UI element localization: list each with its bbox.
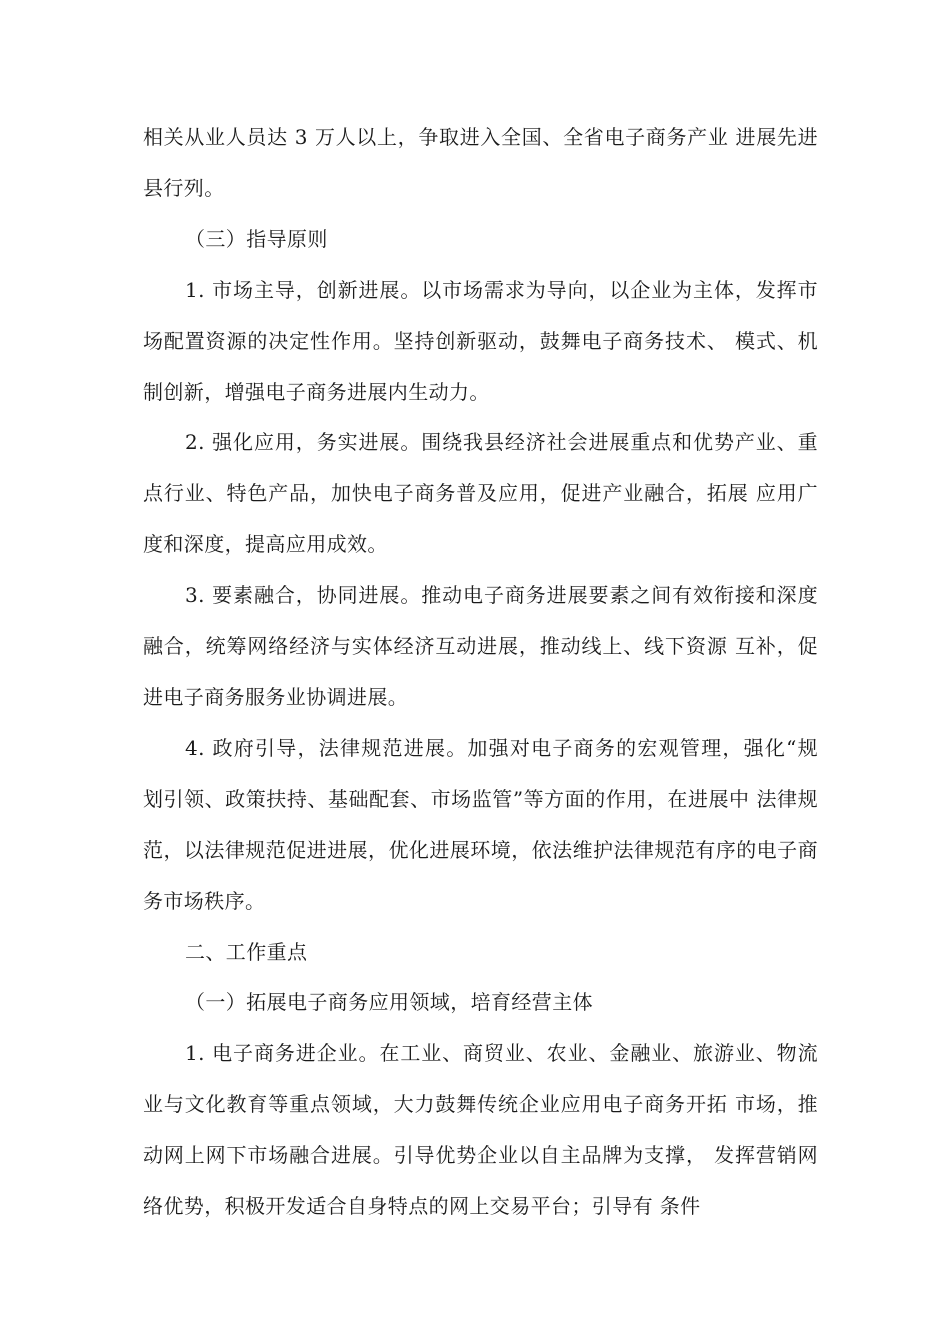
section-subheading-expand-ecommerce: （一）拓展电子商务应用领域，培育经营主体 <box>185 990 593 1015</box>
section-heading-work-focus: 二、工作重点 <box>185 939 308 964</box>
paragraph-principle-1: 1. 市场主导，创新进展。以市场需求为导向，以企业为主体，发挥市场配置资源的决定性作用。坚持创新驱动，鼓舞电子商务技术、 模式、机制创新，增强电子商务进展内生动力。 <box>143 277 818 404</box>
paragraph-ecommerce-enterprise: 1. 电子商务进企业。在工业、商贸业、农业、金融业、旅游业、物流业与文化教育等重点领域，大力鼓舞传统企业应用电子商务开拓 市场，推动网上网下市场融合进展。引导优势企业以自主品牌为支撑， 发挥营销网络优势，积极开发适合自身特点的网上交易平台；引导有 条件 <box>143 1041 818 1219</box>
paragraph-principle-4: 4. 政府引导，法律规范进展。加强对电子商务的宏观管理，强化“规 划引领、政策扶持、基础配套、市场监管”等方面的作用，在进展中 法律规范，以法律规范促进进展，优化进展环境，依法维护法律规范有序的电子商 务市场秩序。 <box>143 735 818 913</box>
document-body <box>143 112 818 1232</box>
paragraph-principle-3: 3. 要素融合，协同进展。推动电子商务进展要素之间有效衔接和深度融合，统筹网络经济与实体经济互动进展，推动线上、线下资源 互补，促进电子商务服务业协调进展。 <box>143 583 818 709</box>
paragraph-continued: 相关从业人员达 3 万人以上，争取进入全国、全省电子商务产业 进展先进县行列。 <box>143 125 818 200</box>
paragraph-principle-2: 2. 强化应用，务实进展。围绕我县经济社会进展重点和优势产业、重点行业、特色产品，加快电子商务普及应用，促进产业融合，拓展 应用广度和深度，提高应用成效。 <box>143 430 818 557</box>
section-subheading-principles: （三）指导原则 <box>185 226 328 251</box>
